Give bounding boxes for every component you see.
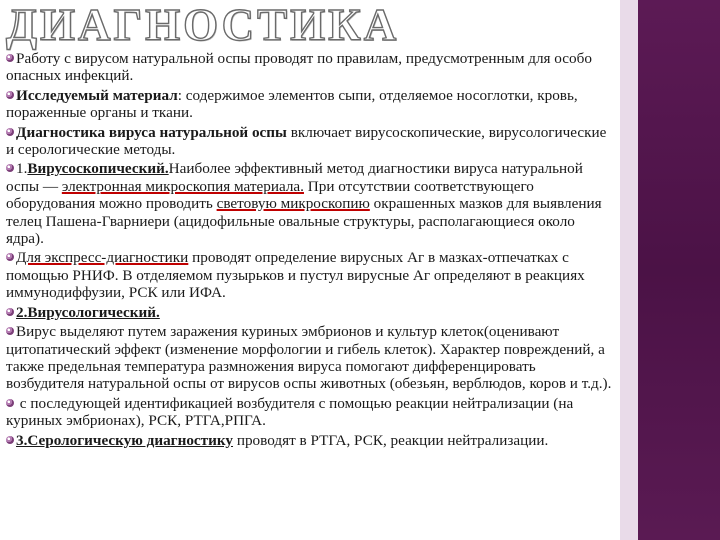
highlight-electron-microscopy: электронная микроскопия материала. [61, 177, 304, 195]
paragraph-text: окрашенных мазков для выявления телец Пашена-Гварниери (ацидофильные овальные структуры, располагающиеся около ядра). [6, 195, 602, 248]
sidebar-dark-stripe [638, 0, 720, 540]
method-heading: 3.Серологическую диагностику [16, 431, 234, 449]
slide-title: ДИАГНОСТИКА [6, 0, 400, 50]
paragraph-text: включает вирусоскопические, вирусологические и серологические методы. [6, 123, 607, 159]
highlight-light-microscopy: световую микроскопию [216, 195, 370, 213]
paragraph-rules [6, 50, 616, 85]
paragraph-text: Работу с вирусом натуральной оспы проводят по правилам, предусмотренным для особо опасных инфекций. [6, 50, 592, 85]
paragraph-text: При отсутствии соответствующего оборудования можно проводить [6, 177, 534, 213]
paragraph-text: проводят в РТГА, РСК, реакции нейтрализации. [233, 431, 549, 449]
bullet-icon [6, 308, 14, 316]
bullet-icon [6, 128, 14, 136]
method-heading: 2.Вирусологический. [16, 303, 160, 321]
paragraph-text: проводят определение вирусных Аг в мазках-отпечатках с помощью РНИФ. В отделяемом пузырьков и пустул вирусные Аг определяют в реакциях иммунодиффузии, РСК или ИФА. [6, 249, 585, 302]
bold-term: Диагностика вируса натуральной оспы [16, 123, 287, 141]
paragraph-text: с последующей идентификацией возбудителя с помощью реакции нейтрализации (на куриных эмбрионах), РСК, РТГА,РПГА. [6, 394, 574, 430]
highlight-express-diagnostics: Для экспресс-диагностики [16, 249, 189, 267]
paragraph-express [6, 249, 616, 301]
paragraph-text: Вирус выделяют путем заражения куриных эмбрионов и культур клеток(оценивают цитопатический эффект (изменение морфологии и гибель клеток). Характер повреждений, а также предельная температура размножения вируса помогают дифференцировать возбудителя натуральной оспы от вирусов оспы животных (обезьян, верблюдов, коров и т.д.). [6, 323, 612, 393]
bullet-icon [6, 399, 14, 407]
paragraph-virus-isolation [6, 323, 616, 393]
method-heading: Вирусоскопический. [27, 160, 169, 178]
bullet-icon [6, 164, 14, 172]
bold-term: Исследуемый материал [16, 86, 178, 104]
sidebar-light-stripe [620, 0, 638, 540]
bullet-icon [6, 436, 14, 444]
paragraph-text: Наиболее эффективный метод диагностики вируса натуральной оспы — [6, 160, 583, 195]
paragraph-virologic-heading [6, 304, 616, 321]
paragraph-material [6, 87, 616, 122]
paragraph-serologic [6, 432, 616, 449]
paragraph-identification [6, 395, 616, 430]
bullet-icon [6, 54, 14, 62]
paragraph-text: : содержимое элементов сыпи, отделяемое носоглотки, кровь, пораженные органы и ткани. [6, 86, 578, 122]
step-number: 1. [16, 160, 28, 178]
bullet-icon [6, 327, 14, 335]
bullet-icon [6, 253, 14, 261]
paragraph-diagnostics [6, 124, 616, 159]
slide-body [6, 50, 616, 451]
paragraph-virusoscopic [6, 160, 616, 247]
bullet-icon [6, 91, 14, 99]
